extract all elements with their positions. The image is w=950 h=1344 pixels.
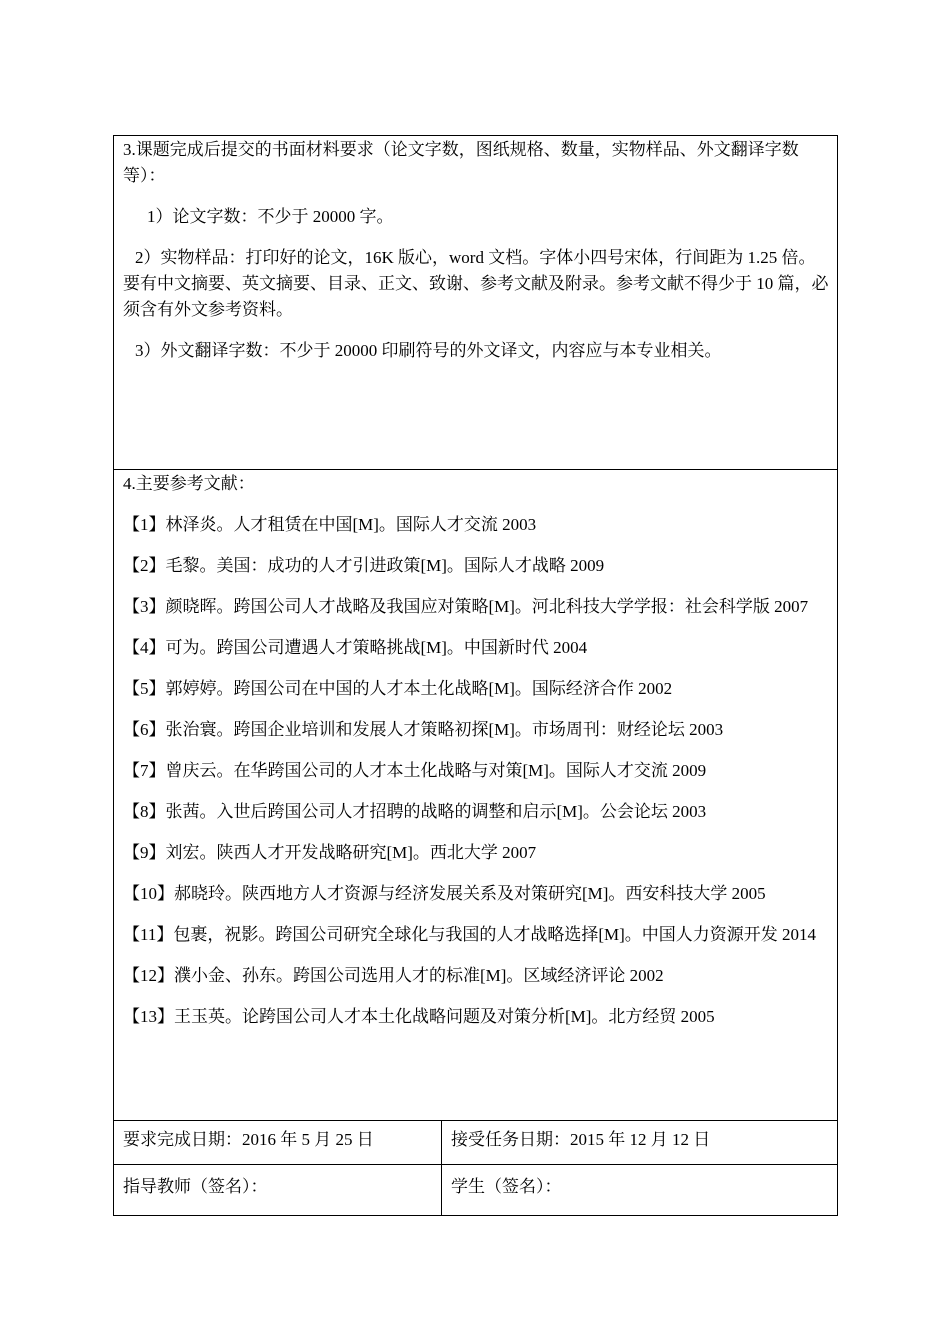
requirement-item: 1）论文字数：不少于 20000 字。 (147, 207, 394, 226)
reference-item: 【2】毛黎。美国：成功的人才引进政策[M]。国际人才战略 2009 (123, 556, 605, 575)
reference-item: 【1】林泽炎。人才租赁在中国[M]。国际人才交流 2003 (123, 515, 537, 534)
due-date-cell (114, 1121, 442, 1165)
references-heading: 4.主要参考文献： (123, 474, 255, 493)
accept-date: 接受任务日期：2015 年 12 月 12 日 (451, 1130, 711, 1149)
student-signature-cell (442, 1165, 838, 1216)
accept-date-cell (442, 1121, 838, 1165)
reference-item: 【4】可为。跨国公司遭遇人才策略挑战[M]。中国新时代 2004 (123, 638, 588, 657)
advisor-signature-cell (114, 1165, 442, 1216)
student-signature-label: 学生（签名）： (451, 1177, 562, 1196)
reference-item: 【7】曾庆云。在华跨国公司的人才本土化战略与对策[M]。国际人才交流 2009 (123, 761, 707, 780)
reference-item: 【11】包裹，祝影。跨国公司研究全球化与我国的人才战略选择[M]。中国人力资源开发 2014 (123, 925, 817, 944)
reference-item: 【13】王玉英。论跨国公司人才本土化战略问题及对策分析[M]。北方经贸 2005 (123, 1007, 715, 1026)
reference-item: 【10】郝晓玲。陕西地方人才资源与经济发展关系及对策研究[M]。西安科技大学 2005 (123, 884, 766, 903)
materials-requirements-section (114, 136, 838, 470)
materials-requirements-heading: 3.课题完成后提交的书面材料要求（论文字数，图纸规格、数量，实物样品、外文翻译字数等）： (123, 140, 799, 185)
references-section (114, 470, 838, 1121)
task-form-table (113, 135, 838, 1216)
requirement-item: 3）外文翻译字数：不少于 20000 印刷符号的外文译文，内容应与本专业相关。 (135, 341, 722, 360)
reference-item: 【3】颜晓晖。跨国公司人才战略及我国应对策略[M]。河北科技大学学报：社会科学版 2007 (123, 597, 809, 616)
reference-item: 【9】刘宏。陕西人才开发战略研究[M]。西北大学 2007 (123, 843, 537, 862)
reference-item: 【12】濮小金、孙东。跨国公司选用人才的标准[M]。区域经济评论 2002 (123, 966, 664, 985)
due-date: 要求完成日期：2016 年 5 月 25 日 (123, 1130, 374, 1149)
advisor-signature-label: 指导教师（签名）： (123, 1177, 268, 1196)
reference-item: 【8】张茜。入世后跨国公司人才招聘的战略的调整和启示[M]。公会论坛 2003 (123, 802, 707, 821)
requirement-item: 2）实物样品：打印好的论文，16K 版心，word 文档。字体小四号宋体，行间距为 1.25 倍。要有中文摘要、英文摘要、目录、正文、致谢、参考文献及附录。参考文献不得少于 10 篇，必须含有外文参考资料。 (123, 248, 829, 319)
reference-item: 【6】张治寰。跨国企业培训和发展人才策略初探[M]。市场周刊：财经论坛 2003 (123, 720, 724, 739)
reference-item: 【5】郭婷婷。跨国公司在中国的人才本土化战略[M]。国际经济合作 2002 (123, 679, 673, 698)
